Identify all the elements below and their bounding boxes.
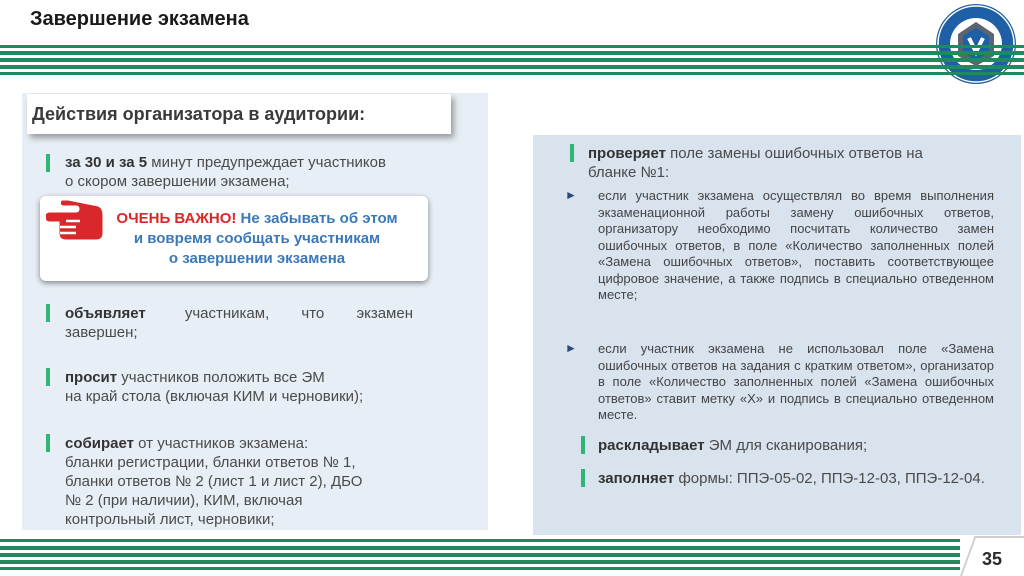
list-item-fill-forms: заполняет формы: ППЭ-05-02, ППЭ-12-03, ППЭ-12-04. [598, 470, 985, 487]
bullet-bar [570, 144, 574, 162]
section-heading: Действия организатора в аудитории: [32, 104, 366, 124]
list-item-check: проверяет поле замены ошибочных ответов на бланке №1: [588, 145, 923, 181]
bullet-bar [46, 368, 50, 386]
list-item-announce: объявляет участникам, что экзамен завершен; [65, 305, 413, 341]
bottom-stripes [0, 535, 1024, 574]
triangle-bullet-icon: ► [565, 341, 577, 355]
bullet-bar [46, 304, 50, 322]
sub-item-replacements: если участник экзамена осуществлял во время выполнения экзаменационной работы замену ошибочных ответов, организатору необходимо посчитать количество замен ошибочных ответов, в поле «Количество заполненных полей «Замена ошибочных ответов», поставить соответствующее цифровое значение, а также подпись в специально отведенном месте; [598, 188, 994, 302]
list-item-warn: за 30 и за 5 минут предупреждает участников о скором завершении экзамена; [65, 154, 386, 190]
list-item-lay-out: раскладывает ЭМ для сканирования; [598, 437, 868, 454]
list-item-ask: просит участников положить все ЭМ на край стола (включая КИМ и черновики); [65, 369, 364, 405]
page-number: 35 [982, 549, 1003, 569]
top-stripes [0, 45, 1024, 77]
important-text: ОЧЕНЬ ВАЖНО! Не забывать об этом и вовремя сообщать участникам о завершении экзамена [116, 210, 398, 267]
slide-title: Завершение экзамена [30, 8, 249, 30]
bullet-bar [581, 436, 585, 454]
bullet-bar [46, 434, 50, 452]
bullet-bar [46, 154, 50, 172]
bullet-bar [581, 469, 585, 487]
sub-item-no-replacements: если участник экзамена не использовал поле «Замена ошибочных ответов на задания с кратким ответом», организатор в поле «Количество заполненных полей «Замена ошибочных ответов» ставит метку «Х» и подпись в специально отведенном месте. [598, 341, 994, 422]
triangle-bullet-icon: ► [565, 188, 577, 202]
list-item-collect: собирает от участников экзамена: бланки регистрации, бланки ответов № 1, бланки ответов № 2 (лист 1 и лист 2), ДБО № 2 (при наличии), КИМ, включая контрольный лист, черновики; [65, 435, 363, 528]
